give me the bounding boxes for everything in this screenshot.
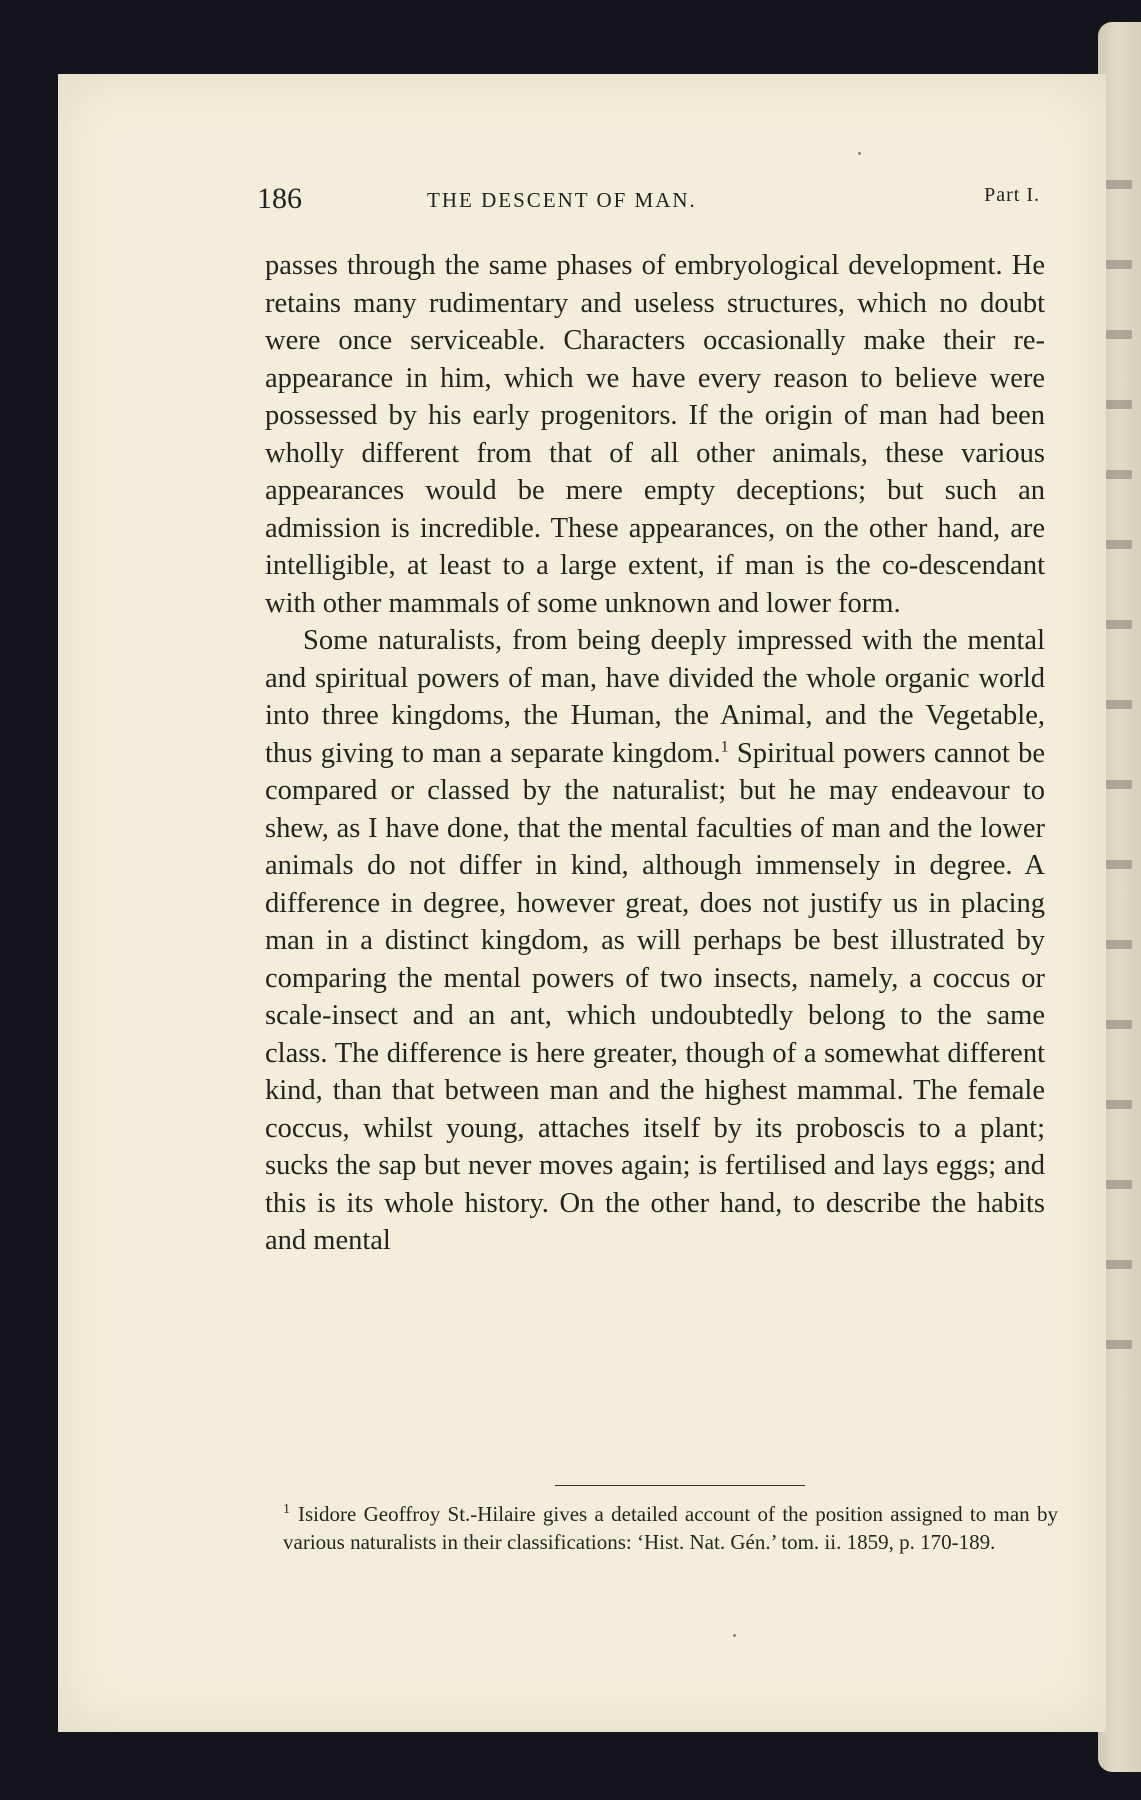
show-through-mark [1106,1180,1132,1189]
paragraph-text-after-ref: Spiritual powers cannot be compared or classed by the naturalist; but he may endeavour to shew, as I have done, that the mental faculties of man and the lower animals do not differ in kind, although immensely in degree. A difference in degree, however great, does not justify us in placing man in a distinct kingdom, as will perhaps be best illustrated by comparing the mental powers of two insects, namely, a coccus or scale-insect and an ant, which undoubtedly belong to the same class. The difference is here greater, though of a somewhat different kind, than that between man and the highest mammal. The female coccus, whilst young, attaches itself by its proboscis to a plant; sucks the sap but never moves again; is fertilised and lays eggs; and this is its whole history. On the other hand, to describe the habits and mental [265,737,1045,1256]
paragraph-text-before-ref: Some naturalists, from being deeply impressed with the mental and spiritual powers of man, have divided the whole organic world into three kingdoms, the Human, the Animal, and the Vegetable, thus giving to man a separate kingdom. [265,625,1045,769]
paragraph-continued: passes through the same phases of embryological development. He retains many rudimentary and useless structures, which no doubt were once serviceable. Characters occasionally make their re-appearance in him, which we have every reason to believe were possessed by his early progenitors. If the origin of man had been wholly different from that of all other animals, these various appearances would be mere empty deceptions; but such an admission is incredible. These appearances, on the other hand, are intelligible, at least to a large extent, if man is the co-descendant with other mammals of some unknown and lower form. [265,250,1045,619]
part-label: Part I. [984,184,1040,206]
footnote-mark: 1 [283,1502,290,1517]
show-through-mark [1106,700,1132,709]
show-through-mark [1106,1020,1132,1029]
paper-speck [733,1634,736,1637]
show-through-mark [1106,330,1132,339]
show-through-mark [1106,860,1132,869]
body-text [265,247,1045,1260]
show-through-mark [1106,400,1132,409]
paragraph-naturalists [265,622,1045,1260]
show-through-mark [1106,540,1132,549]
running-title: THE DESCENT OF MAN. [427,188,697,212]
footnote-divider [555,1485,805,1486]
footnote-reference[interactable]: 1 [720,738,729,755]
page-number: 186 [257,182,302,215]
show-through-mark [1106,180,1132,189]
show-through-mark [1106,470,1132,479]
footnote [283,1500,1058,1556]
show-through-mark [1106,1260,1132,1269]
show-through-mark [1106,1340,1132,1349]
show-through-mark [1106,620,1132,629]
show-through-mark [1106,1100,1132,1109]
paper-speck [858,152,861,155]
running-head [257,182,1040,216]
show-through-mark [1106,780,1132,789]
show-through-mark [1106,940,1132,949]
show-through-mark [1106,260,1132,269]
footnote-text: Isidore Geoffroy St.-Hilaire gives a detailed account of the position assigned to man by various naturalists in their classifications: ‘Hist. Nat. Gén.’ tom. ii. 1859, p. 170-189. [283,1502,1058,1554]
